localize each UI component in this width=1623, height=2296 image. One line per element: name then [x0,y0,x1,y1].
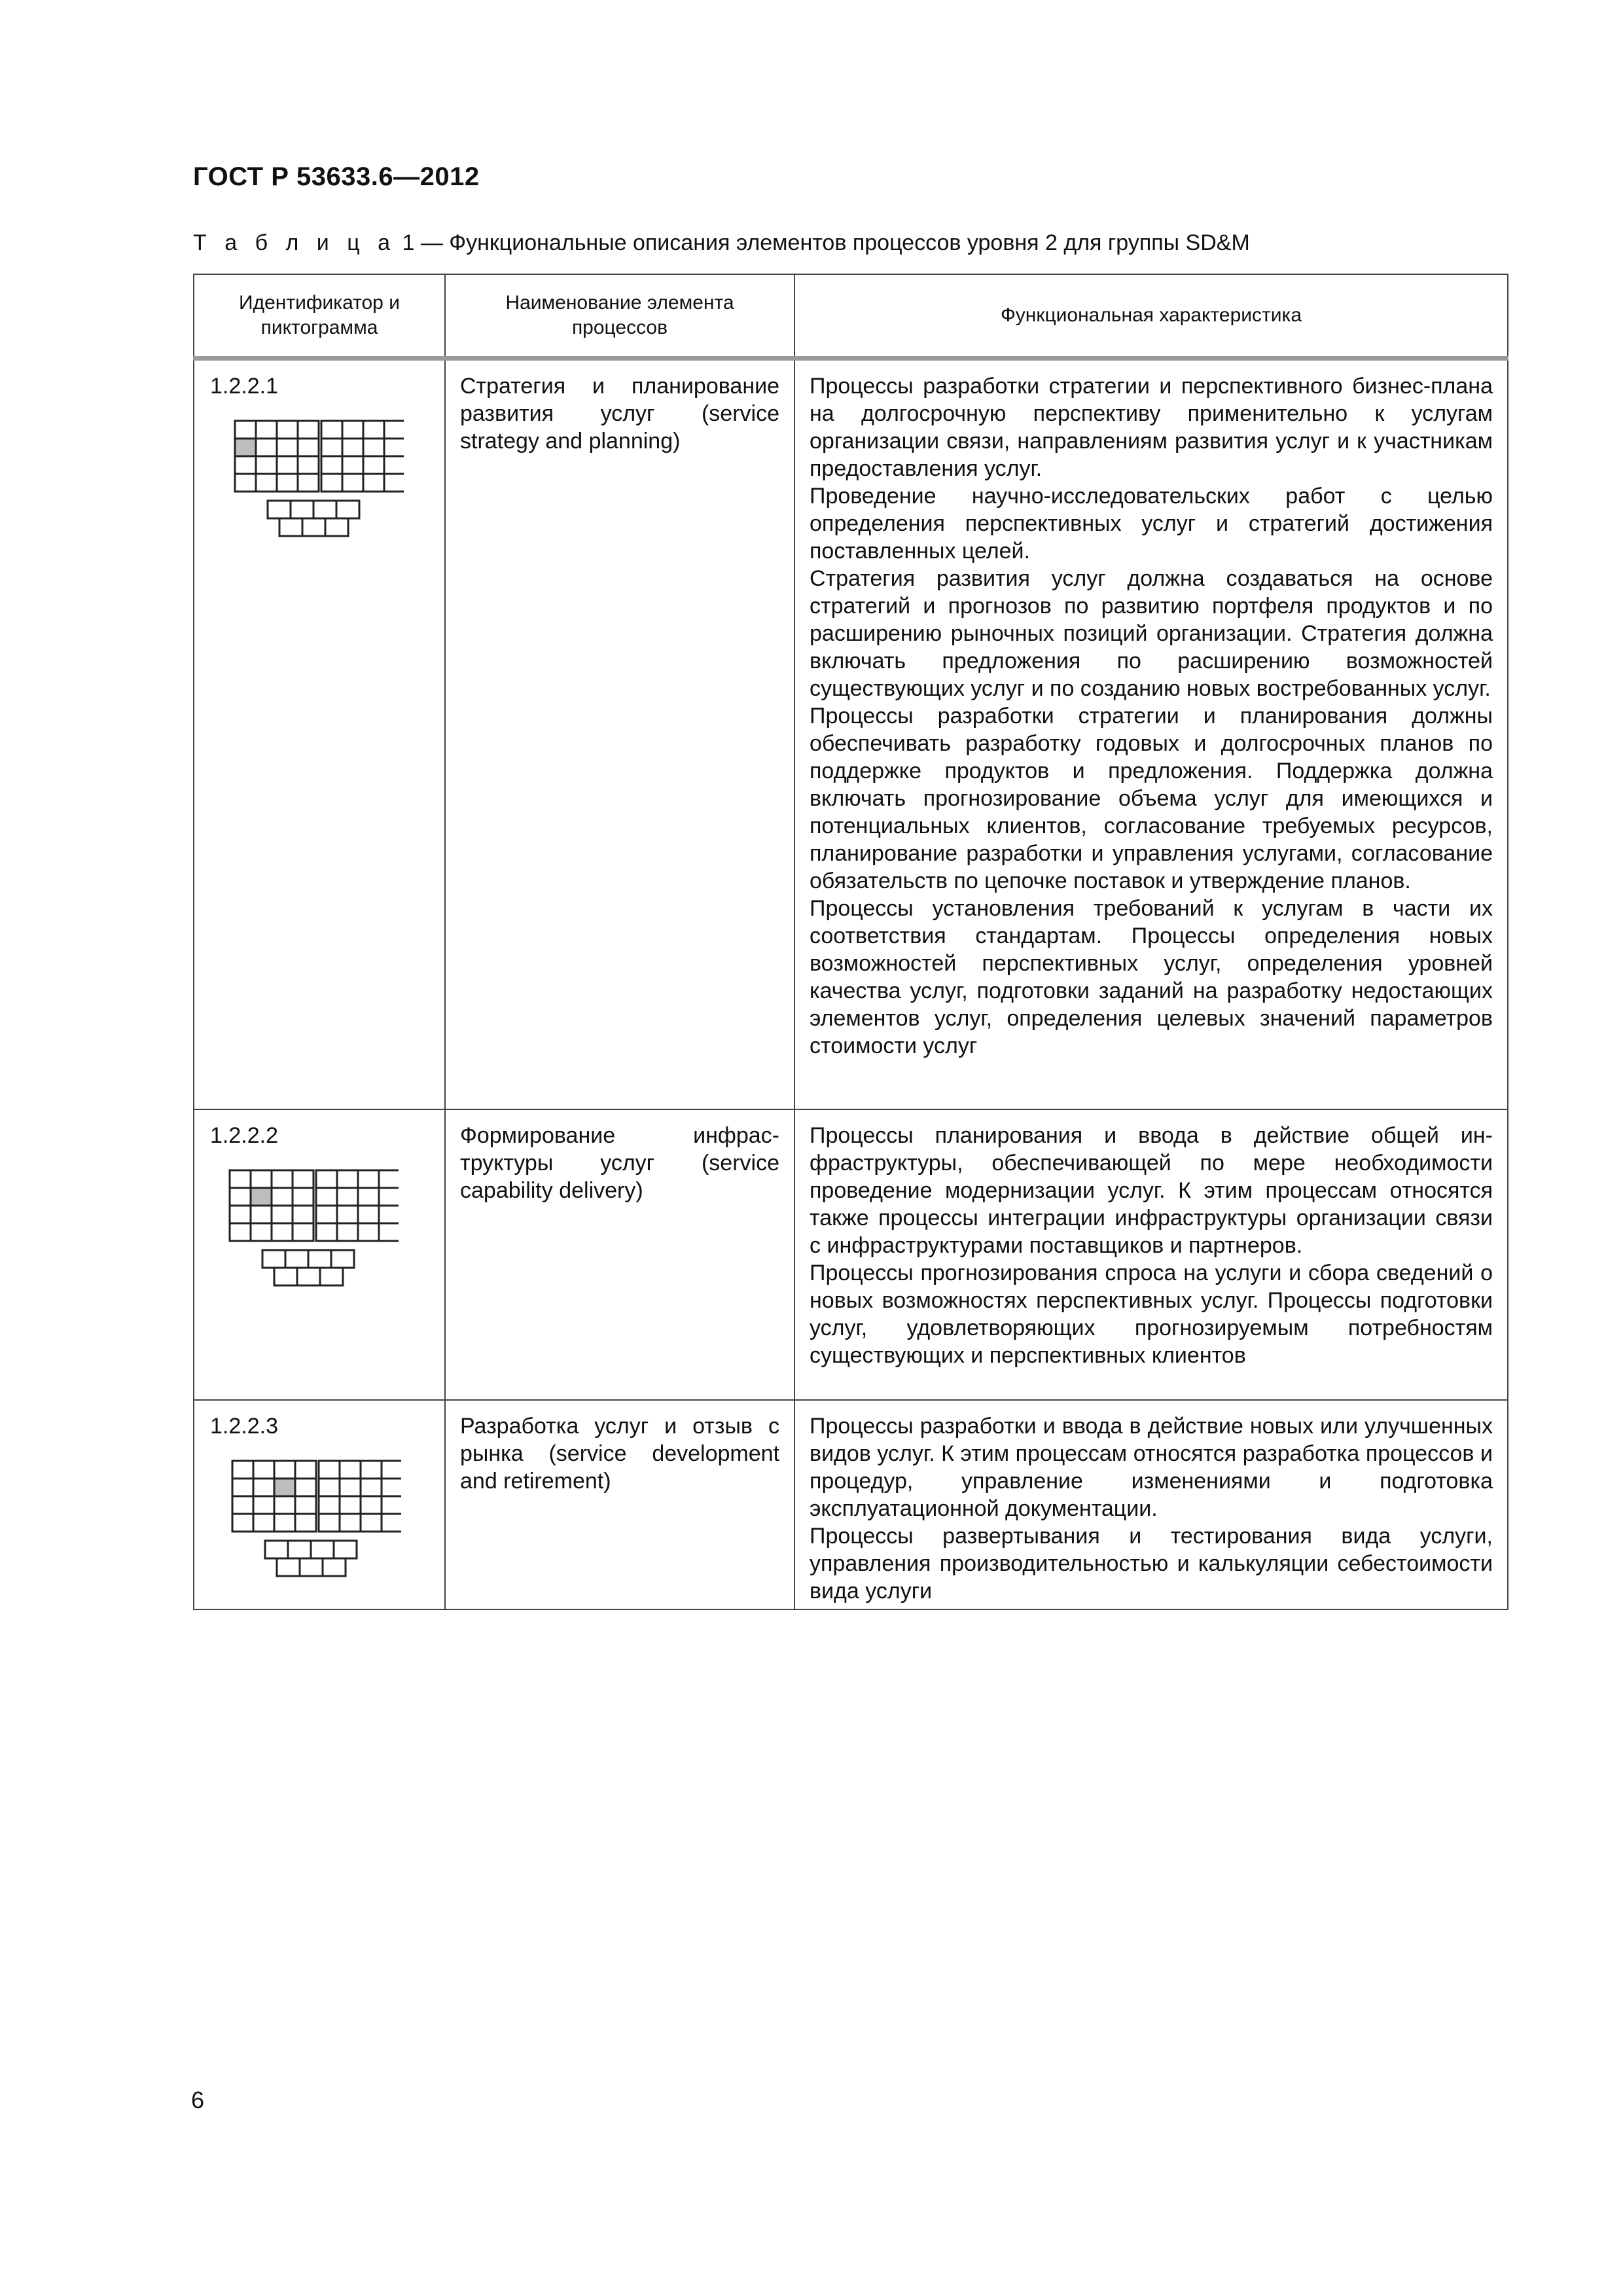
description-paragraph: Процессы разработки и ввода в действие новых или улучшенных видов услуг. К этим процессам относятся разработка процессов и процедур, управление изменениями и подготовка эксплуатационной документации. [810,1413,1493,1521]
table-caption-label: Т а б л и ц а [193,230,397,255]
process-pictogram-icon [228,1169,399,1290]
process-name: Разработка услуг и отзыв с рынка (service development and retirement) [445,1400,794,1609]
description-paragraph: Процессы разработки стратегии и планирования должны обеспечивать разработку годовых и долгосрочных планов по поддержке продуктов и предложения. Поддержка должна включать прогнозирование объема услуг для имеющихся и потенциальных клиентов, согласование требуемых ресурсов, планирование разработки и управления услугами, согласование обязательств по цепочке поставок и утверждение планов. [810,704,1493,893]
process-description [794,1400,1508,1609]
column-header-name: Наименование элемента процессов [445,274,794,359]
table-caption [193,230,1250,256]
identifier-cell [194,1400,445,1609]
table-header-row [194,274,1508,359]
table-row [194,1400,1508,1609]
description-paragraph: Процессы развертывания и тестирования вида услуги, управления производительностью и калькуляции себестоимости вида услуги [810,1523,1493,1604]
process-description [794,359,1508,1109]
description-paragraph: Процессы установления требований к услугам в части их соответствия стандартам. Процессы определения новых возможностей перспективных услуг, определения уровней качества услуг, подготовки заданий на разработку недостающих элементов услуг, определения целевых значений параметров стоимости услуг [810,896,1493,1058]
description-paragraph: Проведение научно-исследовательских работ с целью определения перспективных услуг и стратегий достижения поставленных целей. [810,484,1493,564]
description-paragraph: Стратегия развития услуг должна создаваться на основе стратегий и прогнозов по развитию портфеля продуктов и по расширению рыночных позиций организации. Стратегия должна включать предложения по расширению возможностей существующих услуг и по созданию новых востребованных услуг. [810,566,1493,701]
identifier-cell [194,359,445,1109]
process-pictogram-icon [231,1460,401,1581]
document-id: ГОСТ Р 53633.6—2012 [193,162,480,191]
process-name: Формирование инфраструктуры услуг (service capability delivery) [445,1109,794,1400]
description-paragraph: Процессы разработки стратегии и перспективного бизнес-плана на долгосрочную перспективу применительно к услугам организации связи, направлениям развития услуг и к участникам предоставления услуг. [810,374,1493,481]
description-paragraph: Процессы планирования и ввода в действие общей инфраструктуры, обеспечивающей по мере необходимости проведение модернизации услуг. К этим процессам относятся также процессы интеграции инфраструктуры организации связи с инфраструктурами поставщиков и партнеров. [810,1122,1493,1258]
page-number: 6 [191,2087,205,2113]
column-header-identifier: Идентификатор и пиктограмма [194,274,445,359]
process-identifier: 1.2.2.3 [210,1413,278,1439]
table-row [194,359,1508,1109]
process-identifier: 1.2.2.2 [210,1122,278,1148]
functional-description-table [193,274,1508,1610]
table-caption-text: 1 — Функциональные описания элементов процессов уровня 2 для группы SD&M [402,230,1250,255]
process-identifier: 1.2.2.1 [210,374,278,399]
description-paragraph: Процессы прогнозирования спроса на услуги и сбора сведений о новых возможностях перспективных услуг. Процессы подготовки услуг, удовлетворяющих прогнозируемым потребностям существующих и перспективных клиентов [810,1260,1493,1368]
process-description [794,1109,1508,1400]
table-row [194,1109,1508,1400]
process-pictogram-icon [234,420,404,541]
identifier-cell [194,1109,445,1400]
column-header-characteristic: Функциональная характеристика [794,274,1508,359]
process-name: Стратегия и планирование развития услуг (service strategy and planning) [445,359,794,1109]
